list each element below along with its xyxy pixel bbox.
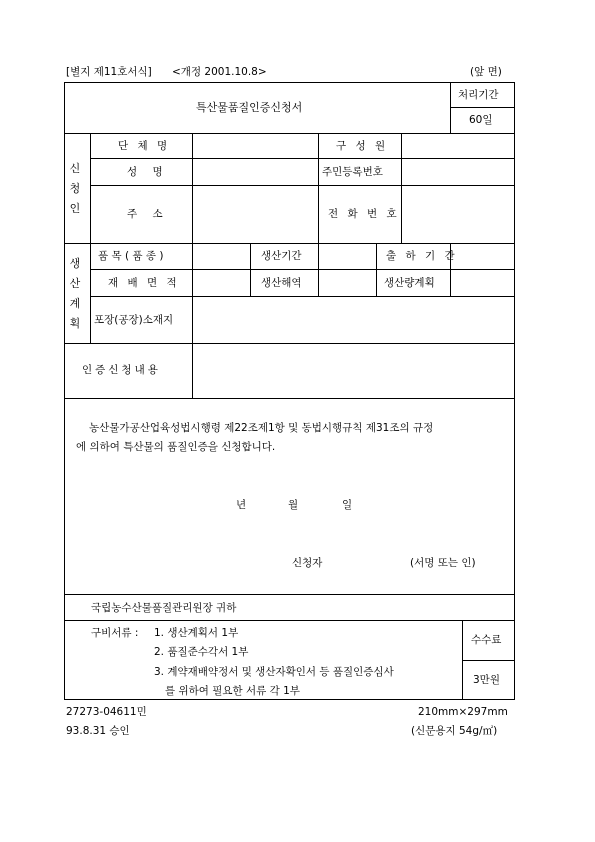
cultivation-area-label: 재 배 면 적 [108,277,180,289]
paper-type: (신문용지 54g/㎡) [411,725,498,737]
item-variety-label: 품 목 ( 품 종 ) [98,250,164,262]
facility-location-label: 포장(공장)소재지 [94,314,174,326]
date-year-label: 년 [236,499,247,511]
resident-number-label: 주민등록번호 [322,166,383,178]
attachments-label: 구비서류 : [91,627,139,639]
signature-note: (서명 또는 인) [410,557,476,569]
date-month-label: 월 [288,499,299,511]
group-name-label: 단 체 명 [118,140,171,152]
address-label: 주 소 [127,208,169,220]
fee-value: 3만원 [473,674,500,686]
attachment-item-3-line-2: 를 위하여 필요한 서류 각 1부 [165,685,300,697]
form-code: 27273-04611민 [66,706,147,718]
statement-line-2: 에 의하여 특산물의 품질인증을 신청합니다. [76,441,276,453]
production-sea-area-label: 생산해역 [261,277,302,289]
attachment-item-3-line-1: 3. 계약재배약정서 및 생산자확인서 등 품질인증심사 [154,666,394,678]
attachment-item-1: 1. 생산계획서 1부 [154,627,239,639]
applicant-section-label: 신 청 인 [69,162,81,215]
production-section-label: 생 산 계 획 [69,257,81,330]
processing-period-label: 처리기간 [458,89,499,101]
statement-line-1: 농산물가공산업육성법시행령 제22조제1항 및 동법시행규칙 제31조의 규정 [89,422,434,434]
attachment-item-2: 2. 품질준수각서 1부 [154,646,249,658]
fee-label: 수수료 [471,634,502,646]
date-day-label: 일 [342,499,353,511]
recipient-line: 국립농수산물품질관리원장 귀하 [91,602,237,614]
paper-size: 210mm×297mm [418,706,508,718]
page-side-label: (앞 면) [470,66,502,78]
processing-period-value: 60일 [469,114,493,126]
revision-date: <개정 2001.10.8> [172,66,267,78]
production-period-label: 생산기간 [261,250,302,262]
production-volume-plan-label: 생산량계획 [384,277,435,289]
name-label: 성 명 [127,166,169,178]
phone-label: 전 화 번 호 [328,208,400,220]
form-title: 특산물품질인증신청서 [196,101,303,114]
form-number: [별지 제11호서식] [66,66,152,78]
applicant-signature-label: 신청자 [292,557,323,569]
members-label: 구 성 원 [336,140,389,152]
approval-date: 93.8.31 승인 [66,725,130,737]
shipping-period-label: 출 하 기 간 [386,250,458,262]
certification-content-label: 인증신청내용 [82,364,161,376]
